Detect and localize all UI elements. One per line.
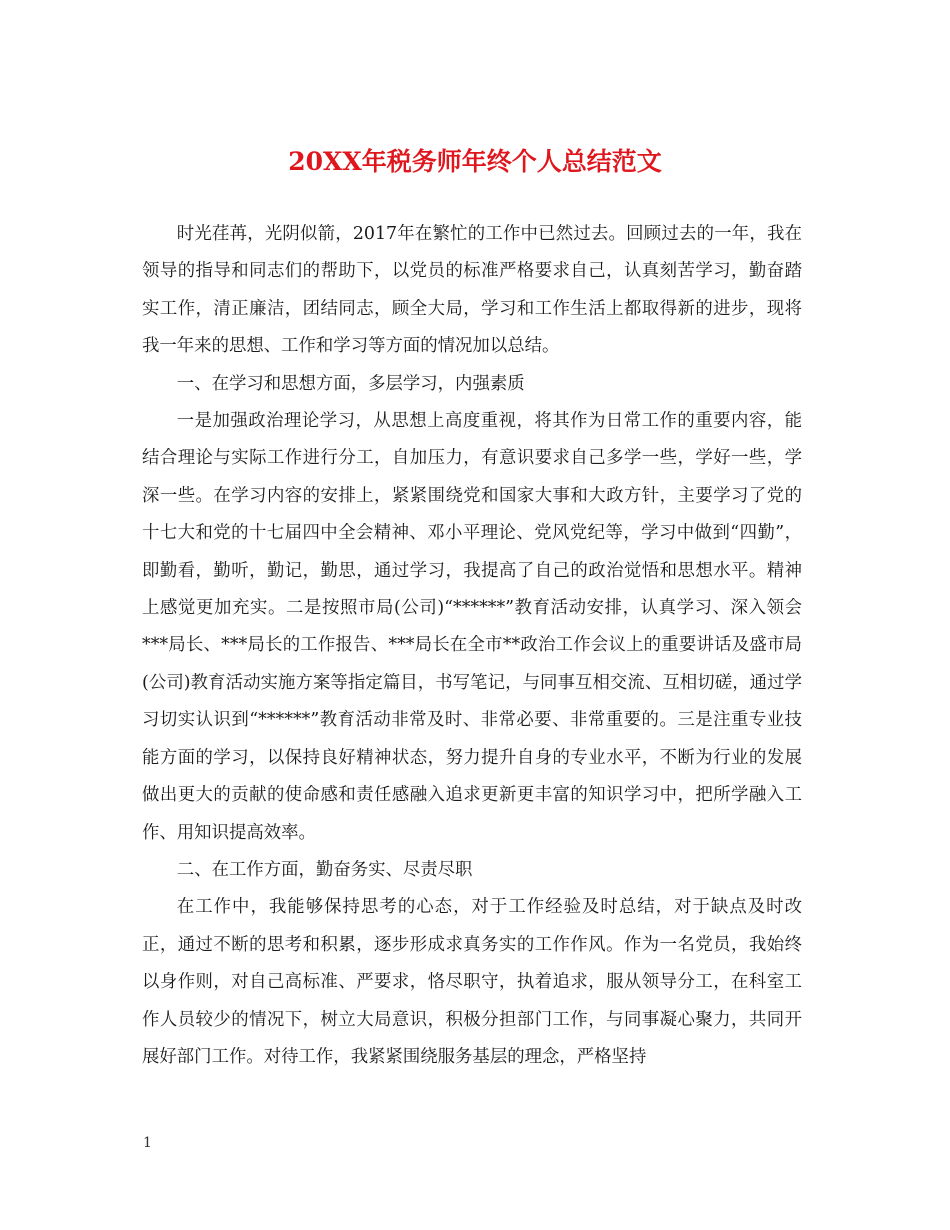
paragraph-intro: 时光荏苒，光阴似箭，2017年在繁忙的工作中已然过去。回顾过去的一年，我在领导的指导和同志们的帮助下，以党员的标准严格要求自己，认真刻苦学习，勤奋踏实工作，清正廉洁，团结同志，顾全大局，学习和工作生活上都取得新的进步，现将我一年来的思想、工作和学习等方面的情况加以总结。 — [142, 224, 802, 357]
page-number: 1 — [143, 1135, 152, 1151]
document-title: 20XX年税务师年终个人总结范文 — [288, 147, 662, 176]
paragraph-study: 一是加强政治理论学习，从思想上高度重视，将其作为日常工作的重要内容，能结合理论与实际工作进行分工，自加压力，有意识要求自己多学一些，学好一些，学深一些。在学习内容的安排上，紧紧围绕党和国家大事和大政方针，主要学习了党的十七大和党的十七届四中全会精神、邓小平理论、党风党纪等，学习中做到“四勤”，即勤看，勤听，勤记，勤思，通过学习，我提高了自己的政治觉悟和思想水平。精神上感觉更加充实。二是按照市局(公司)“******”教育活动安排，认真学习、深入领会***局长、***局长的工作报告、***局长在全市**政治工作会议上的重要讲话及盛市局(公司)教育活动实施方案等指定篇目，书写笔记，与同事互相交流、互相切磋，通过学习切实认识到“******”教育活动非常及时、非常必要、非常重要的。三是注重专业技能方面的学习，以保持良好精神状态，努力提升自身的专业水平，不断为行业的发展做出更大的贡献的使命感和责任感融入追求更新更丰富的知识学习中，把所学融入工作、用知识提高效率。 — [142, 411, 802, 843]
document-body — [142, 216, 802, 1076]
paragraph-work: 在工作中，我能够保持思考的心态，对于工作经验及时总结，对于缺点及时改正，通过不断的思考和积累，逐步形成求真务实的工作作风。作为一名党员，我始终以身作则，对自己高标准、严要求，恪尽职守，执着追求，服从领导分工，在科室工作人员较少的情况下，树立大局意识，积极分担部门工作，与同事凝心聚力，共同开展好部门工作。对待工作，我紧紧围绕服务基层的理念，严格坚持 — [142, 897, 802, 1067]
section-heading-1: 一、在学习和思想方面，多层学习，内强素质 — [176, 373, 525, 394]
section-heading-2: 二、在工作方面，勤奋务实、尽责尽职 — [176, 859, 473, 880]
